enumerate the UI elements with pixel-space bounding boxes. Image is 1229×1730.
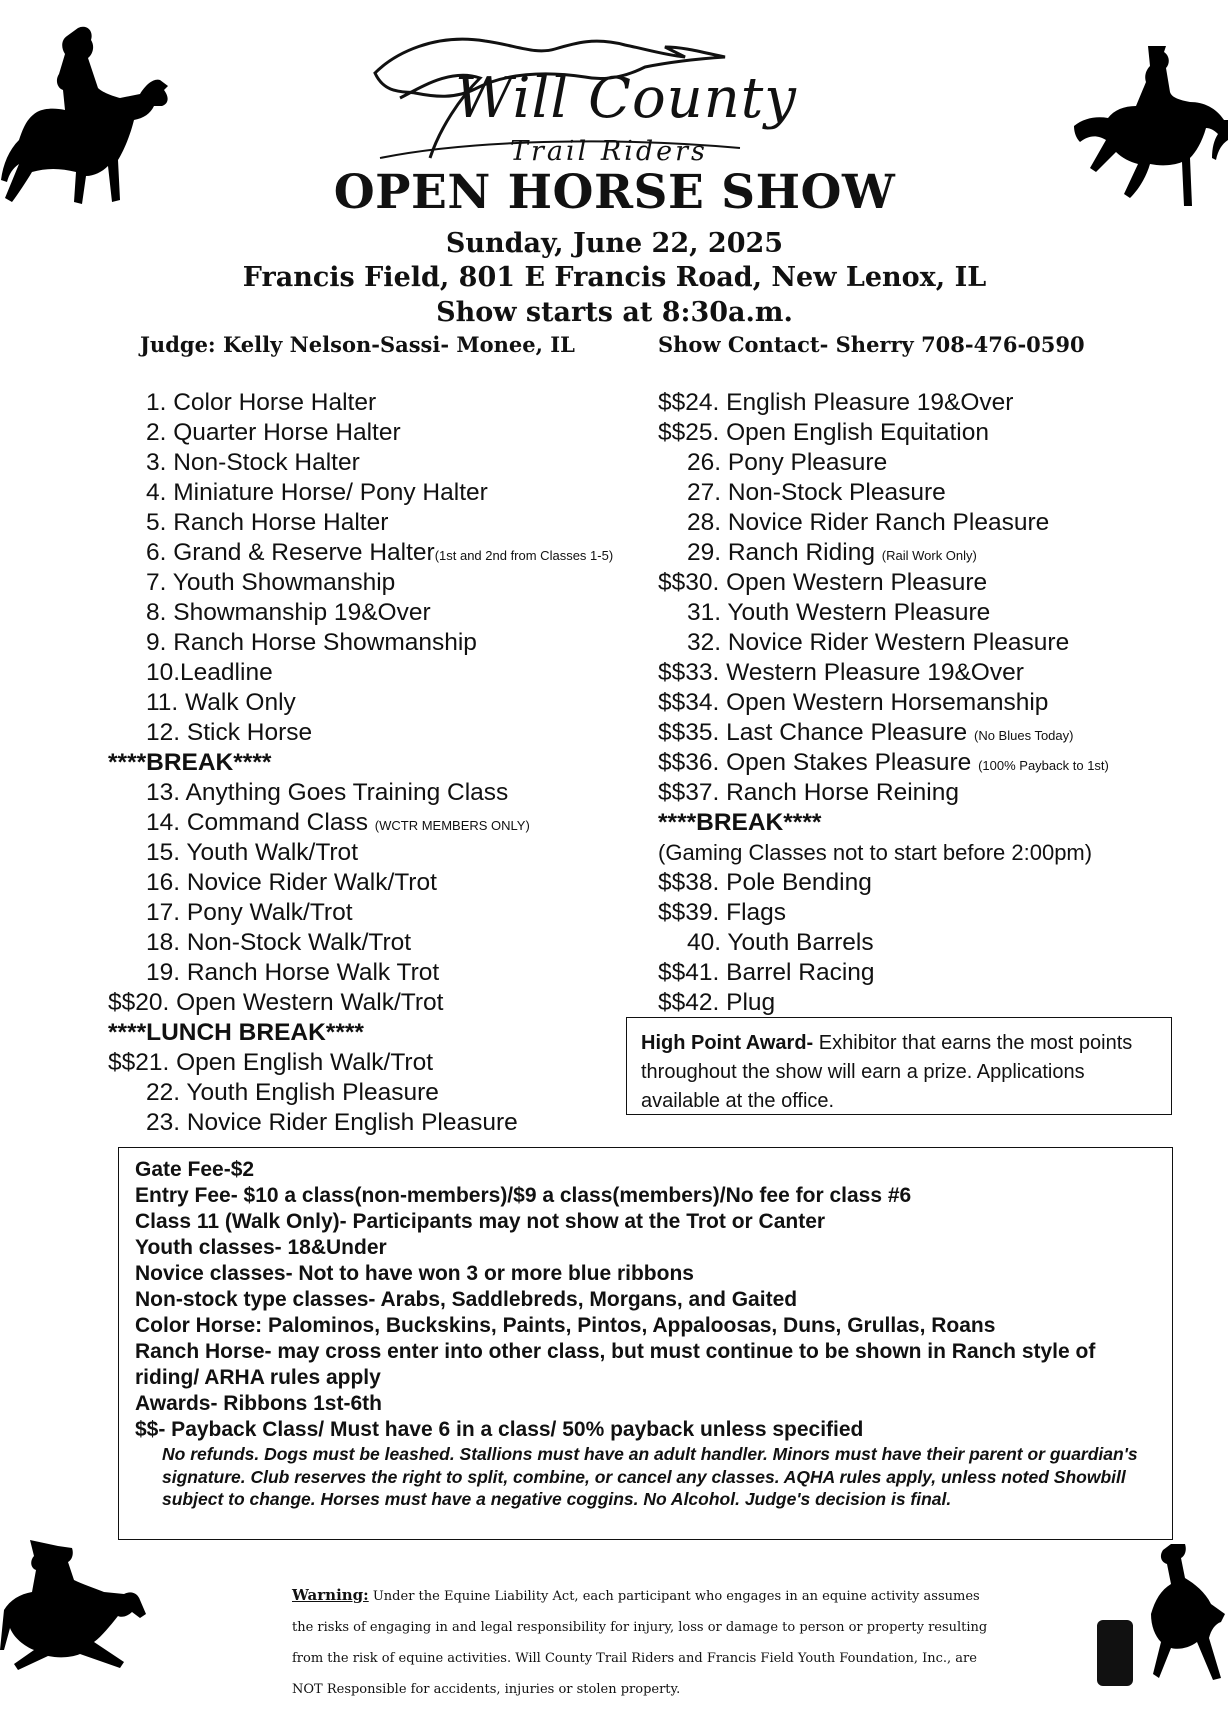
class-item: 18. Non-Stock Walk/Trot xyxy=(146,929,412,956)
barrel-racer-icon xyxy=(1095,1540,1229,1700)
class-item: 13. Anything Goes Training Class xyxy=(146,779,509,806)
novice-rule: Novice classes- Not to have won 3 or more blue ribbons xyxy=(135,1262,694,1285)
class-item: 4. Miniature Horse/ Pony Halter xyxy=(146,479,488,506)
class-item: 7. Youth Showmanship xyxy=(146,569,396,596)
class-item: $$37. Ranch Horse Reining xyxy=(658,779,959,806)
class-item: 2. Quarter Horse Halter xyxy=(146,419,401,446)
liability-warning xyxy=(292,1580,992,1705)
class-item: 15. Youth Walk/Trot xyxy=(146,839,358,866)
page-title: OPEN HORSE SHOW xyxy=(333,165,896,220)
high-point-label: High Point Award- xyxy=(641,1032,814,1054)
club-logo xyxy=(360,18,830,168)
show-start-time: Show starts at 8:30a.m. xyxy=(436,297,793,328)
class-item: $$25. Open English Equitation xyxy=(658,419,989,446)
gate-fee: Gate Fee-$2 xyxy=(135,1158,255,1181)
class-list-left xyxy=(108,388,613,1138)
class-list-right xyxy=(658,388,1109,1018)
break-label: ****BREAK**** xyxy=(108,749,272,776)
class-item: $$33. Western Pleasure 19&Over xyxy=(658,659,1024,686)
class-item: $$30. Open Western Pleasure xyxy=(658,569,988,596)
class-item: $$21. Open English Walk/Trot xyxy=(108,1049,434,1076)
class-note: (Rail Work Only) xyxy=(881,548,977,563)
class-item: $$39. Flags xyxy=(658,899,787,926)
entry-fee: Entry Fee- $10 a class(non-members)/$9 a class(members)/No fee for class #6 xyxy=(135,1184,912,1207)
nonstock-rule: Non-stock type classes- Arabs, Saddlebreds, Morgans, and Gaited xyxy=(135,1288,798,1311)
class-item: 6. Grand & Reserve Halter xyxy=(146,539,435,566)
class-item: 11. Walk Only xyxy=(146,689,296,716)
class-item: 10.Leadline xyxy=(146,659,273,686)
class-item: 29. Ranch Riding xyxy=(687,539,875,566)
youth-rule: Youth classes- 18&Under xyxy=(135,1236,387,1259)
gaming-notice: (Gaming Classes not to start before 2:00pm) xyxy=(658,840,1093,865)
class-item: $$36. Open Stakes Pleasure xyxy=(658,749,972,776)
class-item: $$38. Pole Bending xyxy=(658,869,872,896)
class-item: 1. Color Horse Halter xyxy=(146,389,377,416)
show-date: Sunday, June 22, 2025 xyxy=(445,228,784,259)
class-item: 23. Novice Rider English Pleasure xyxy=(146,1109,518,1136)
payback-rule: $$- Payback Class/ Must have 6 in a class/ 50% payback unless specified xyxy=(135,1418,864,1441)
class-note: (WCTR MEMBERS ONLY) xyxy=(374,818,530,833)
class-item: 32. Novice Rider Western Pleasure xyxy=(687,629,1070,656)
class-item: 5. Ranch Horse Halter xyxy=(146,509,389,536)
class-item: 40. Youth Barrels xyxy=(687,929,874,956)
class-item: $$20. Open Western Walk/Trot xyxy=(108,989,444,1016)
class-item: 14. Command Class xyxy=(146,809,368,836)
class-item: $$42. Plug xyxy=(658,989,776,1016)
class-item: 8. Showmanship 19&Over xyxy=(146,599,431,626)
class-item: $$34. Open Western Horsemanship xyxy=(658,689,1049,716)
judge-info: Judge: Kelly Nelson-Sassi- Monee, IL xyxy=(140,332,575,357)
fine-print: No refunds. Dogs must be leashed. Stallions must have an adult handler. Minors must have their parent or guardian's signature. Club reserves the right to split, combine, or cancel any classes. AQHA rules apply, unless noted Showbill subject to change. Horses must have a negative coggins. No Alcohol. Judge's decision is final. xyxy=(162,1444,1138,1509)
reining-horse-icon xyxy=(0,1540,160,1690)
warning-label: Warning: xyxy=(292,1586,369,1604)
class-item: 16. Novice Rider Walk/Trot xyxy=(146,869,437,896)
class-item: 26. Pony Pleasure xyxy=(687,449,888,476)
rules-box xyxy=(118,1147,1173,1540)
class-item: 28. Novice Rider Ranch Pleasure xyxy=(687,509,1050,536)
class-item: 3. Non-Stock Halter xyxy=(146,449,360,476)
high-point-text: Exhibitor that earns the most points throughout the show will earn a prize. Applications available at the office. xyxy=(641,1032,1133,1112)
logo-club-subtitle: Trail Riders xyxy=(510,136,708,167)
class-item: 22. Youth English Pleasure xyxy=(146,1079,439,1106)
class-item: 27. Non-Stock Pleasure xyxy=(687,479,946,506)
class-note: (1st and 2nd from Classes 1-5) xyxy=(434,548,614,563)
class-item: 31. Youth Western Pleasure xyxy=(687,599,991,626)
class-item: $$41. Barrel Racing xyxy=(658,959,875,986)
warning-text: Under the Equine Liability Act, each participant who engages in an equine activity assumes the risks of engaging in and legal responsibility for injury, loss or damage to person or property resulting from the risk of equine activities. Will County Trail Riders and Francis Field Youth Foundation, Inc., are NOT Responsible for accidents, injuries or stolen property. xyxy=(292,1589,988,1697)
class-item: 17. Pony Walk/Trot xyxy=(146,899,353,926)
class-item: $$24. English Pleasure 19&Over xyxy=(658,389,1014,416)
class-item: 12. Stick Horse xyxy=(146,719,313,746)
lunch-break-label: ****LUNCH BREAK**** xyxy=(108,1019,364,1046)
high-point-award-box xyxy=(626,1017,1172,1115)
show-contact: Show Contact- Sherry 708-476-0590 xyxy=(658,332,1085,357)
class-note: (100% Payback to 1st) xyxy=(978,758,1109,773)
color-horse-rule: Color Horse: Palominos, Buckskins, Paints, Pintos, Appaloosas, Duns, Grullas, Roans xyxy=(135,1314,996,1337)
awards-rule: Awards- Ribbons 1st-6th xyxy=(135,1392,382,1415)
class-item: $$35. Last Chance Pleasure xyxy=(658,719,968,746)
class-item: 19. Ranch Horse Walk Trot xyxy=(146,959,440,986)
class-item: 9. Ranch Horse Showmanship xyxy=(146,629,477,656)
break-label: ****BREAK**** xyxy=(658,809,822,836)
ranch-horse-rule: Ranch Horse- may cross enter into other class, but must continue to be shown in Ranch style of riding/ ARHA rules apply xyxy=(135,1340,1096,1389)
show-location: Francis Field, 801 E Francis Road, New Lenox, IL xyxy=(242,262,987,293)
class-note: (No Blues Today) xyxy=(974,728,1074,743)
logo-club-name: Will County xyxy=(455,66,797,131)
class11-rule: Class 11 (Walk Only)- Participants may not show at the Trot or Canter xyxy=(135,1210,826,1233)
